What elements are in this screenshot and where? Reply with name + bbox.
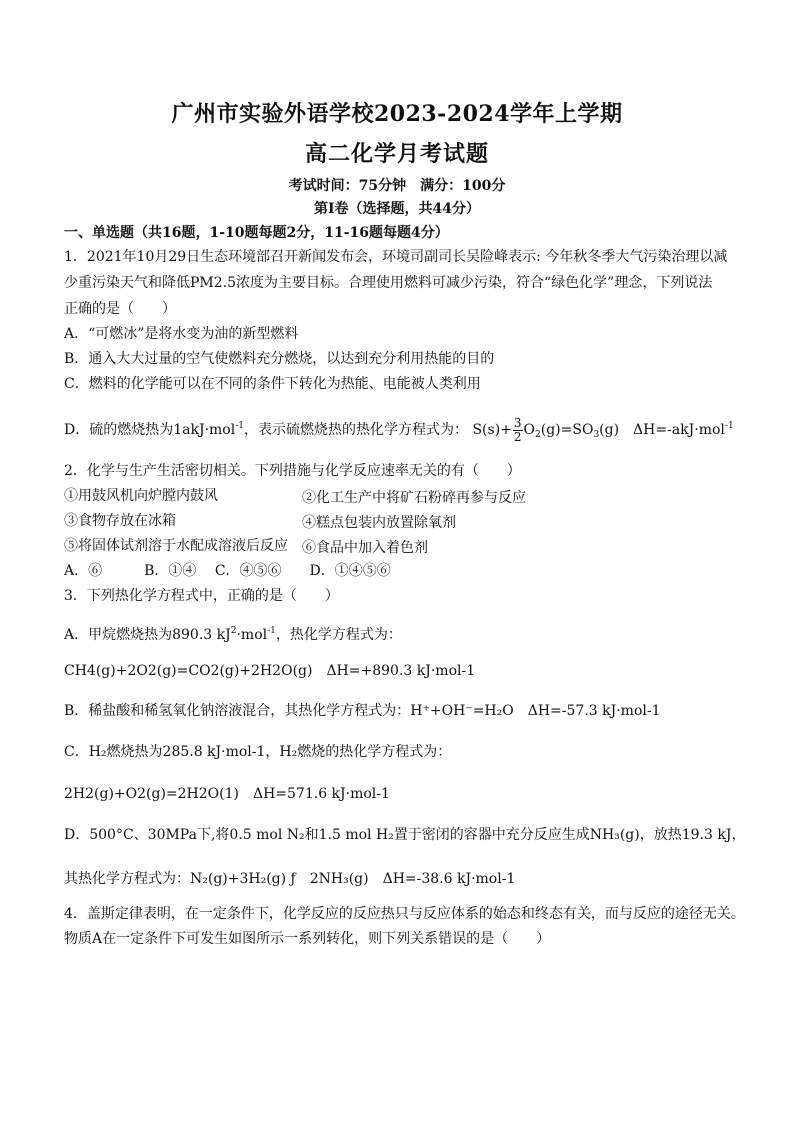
q3-stem: 3．下列热化学方程式中，正确的是（ ）	[64, 588, 339, 604]
q3-eq-a: CH4(g)+2O2(g)=CO2(g)+2H2O(g) ΔH=+890.3 kJ·mol-1	[64, 663, 476, 679]
q2-options: A．⑥ B．①④ C．④⑤⑥ D．①④⑤⑥	[64, 563, 391, 579]
q2-item-4: ④糕点包装内放置除氧剂	[302, 515, 456, 531]
exam-subtitle: 高二化学月考试题	[304, 141, 489, 167]
q2-item-1: ①用鼓风机向炉膛内鼓风	[64, 488, 218, 504]
q1-stem-line3: 正确的是（ ）	[64, 301, 176, 317]
section-heading: 一、单选题（共16题，1-10题每题2分，11-16题每题4分）	[64, 225, 449, 241]
sup: -1	[235, 421, 244, 431]
q3-option-b: B．稀盐酸和稀氢氧化钠溶液混合，其热化学方程式为：H⁺+OH⁻=H₂O ΔH=-57.3 kJ·mol-1	[64, 703, 661, 719]
q1-option-c: C．燃料的化学能可以在不同的条件下转化为热能、电能被人类利用	[64, 376, 481, 392]
q3-a-tail: ，热化学方程式为：	[275, 627, 402, 643]
q1-stem-line2: 少重污染天气和降低PM2.5浓度为主要目标。合理使用燃料可减少污染，符合“绿色化学”理念，下列说法	[64, 275, 713, 291]
q1-d-text: D．硫的燃烧热为1akJ·mol	[64, 422, 236, 438]
sup: 2	[230, 626, 237, 636]
q2-item-6: ⑥食品中加入着色剂	[302, 540, 428, 556]
q3-option-d-eq: 其热化学方程式为：N₂(g)+3H₂(g) ƒ 2NH₃(g) ΔH=-38.6 kJ·mol-1	[64, 871, 516, 887]
q4-stem-line1: 4．盖斯定律表明，在一定条件下，化学反应的反应热只与反应体系的始态和终态有关，而与反应的途径无关。	[64, 906, 745, 922]
q1-d-eq-d: (g) ΔH=-akJ·mol	[599, 422, 725, 438]
q1-d-eq-a: S(s)+	[472, 422, 512, 438]
frac-den: 2	[513, 429, 522, 444]
q1-stem-line1: 1．2021年10月29日生态环境部召开新闻发布会，环境司副司长吴险峰表示: 今年秋冬季大气污染治理以减	[64, 249, 728, 265]
q2-item-2: ②化工生产中将矿石粉碎再参与反应	[302, 490, 526, 506]
fraction	[513, 417, 523, 444]
q2-item-5: ⑤将固体试剂溶于水配成溶液后反应	[64, 538, 288, 554]
sup: -1	[724, 421, 734, 431]
q1-d-eq-c: (g)=SO	[540, 422, 594, 438]
frac-num: 3	[513, 415, 522, 430]
sub: 2	[535, 430, 541, 440]
q2-item-3: ③食物存放在冰箱	[64, 513, 176, 529]
q3-a-text: A．甲烷燃烧热为890.3 kJ	[64, 627, 231, 643]
q4-stem-line2: 物质A在一定条件下可发生如图所示一系列转化，则下列关系错误的是（ ）	[64, 931, 551, 947]
q1-d-mid: ，表示硫燃烧热的热化学方程式为：	[244, 422, 468, 438]
q1-d-eq-b: O	[523, 422, 536, 438]
sub: 3	[593, 430, 600, 440]
q3-a-rest: ·mol	[236, 627, 268, 643]
q2-stem: 2．化学与生产生活密切相关。下列措施与化学反应速率无关的有（ ）	[64, 463, 521, 479]
q1-option-d	[64, 410, 734, 451]
q3-option-c: C．H₂燃烧热为285.8 kJ·mol-1，H₂燃烧的热化学方程式为：	[64, 744, 452, 760]
q1-option-b: B．通入大大过量的空气使燃料充分燃烧，以达到充分利用热能的目的	[64, 351, 495, 367]
exam-meta: 考试时间：75分钟 满分：100分	[288, 178, 506, 194]
volume-heading: 第Ⅰ卷（选择题，共44分）	[313, 201, 481, 217]
q3-option-a	[64, 622, 402, 644]
sup: -1	[267, 626, 276, 636]
exam-title: 广州市实验外语学校2023-2024学年上学期	[171, 101, 623, 127]
q3-eq-c: 2H2(g)+O2(g)=2H2O(1) ΔH=571.6 kJ·mol-1	[64, 786, 390, 802]
q3-option-d: D．500°C、30MPa下,将0.5 mol N₂和1.5 mol H₂置于密闭的容器中充分反应生成NH₃(g)，放热19.3 kJ，	[64, 827, 746, 843]
q1-option-a: A．“可燃冰”是将水变为油的新型燃料	[64, 326, 299, 342]
